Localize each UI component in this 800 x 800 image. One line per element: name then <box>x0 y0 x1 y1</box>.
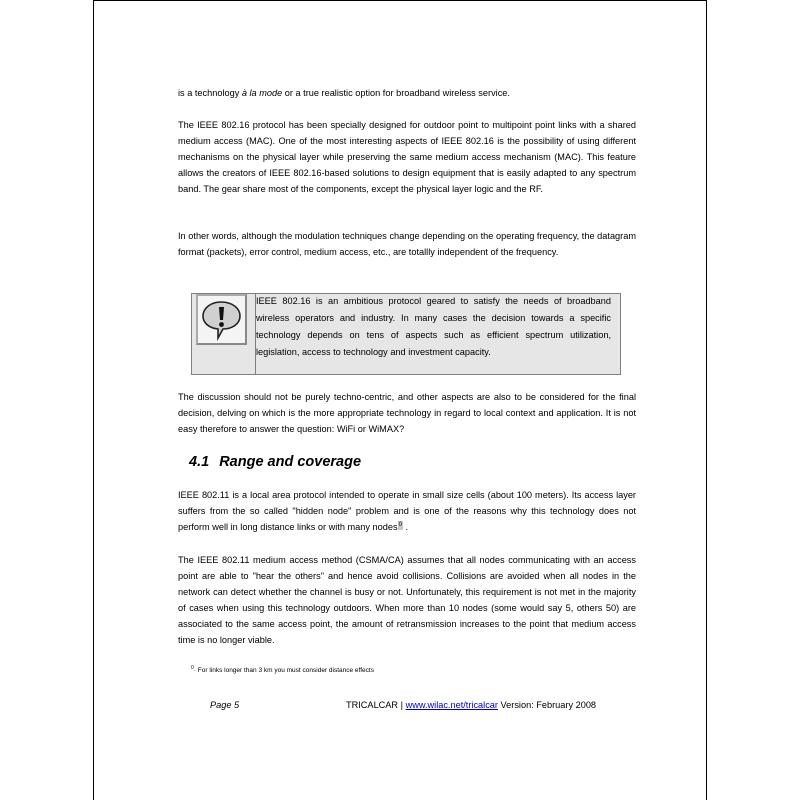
paragraph-802-16-protocol: The IEEE 802.16 protocol has been specially designed for outdoor point to multipoint point links with a shared medium access (MAC). One of the most interesting aspects of IEEE 802.16 is the possibility of using different mechanisms on the physical layer while preserving the same medium access mechanism (MAC). This feature allows the creators of IEEE 802.16-based solutions to design equipment that is easily adapted to any spectrum band. The gear share most of the components, except the physical layer logic and the RF. <box>178 120 636 194</box>
footnote-mark: 0 <box>191 665 194 671</box>
paragraph-discussion: The discussion should not be purely techno-centric, and other aspects are also to be considered for the final decision, delving on which is the more appropriate technology in regard to local context and application. It is not easy therefore to answer the question: WiFi or WiMAX? <box>178 392 636 434</box>
p5-text-end: . <box>402 522 409 532</box>
footer-link[interactable]: www.wilac.net/tricalcar <box>405 700 498 710</box>
paragraph-intro <box>178 85 636 101</box>
footer-info <box>346 700 596 710</box>
note-box <box>191 293 621 375</box>
section-heading <box>189 454 361 470</box>
note-text: IEEE 802.16 is an ambitious protocol geared to satisfy the needs of broadband wireless operators and industry. In many cases the decision towards a specific technology depends on tens of aspects such as efficient spectrum utilization, legislation, access to technology and investment capacity. <box>256 296 611 357</box>
footnote-reference[interactable]: 0 <box>398 521 402 528</box>
paragraph-csma-ca: The IEEE 802.11 medium access method (CSMA/CA) assumes that all nodes communicating with an access point are able to "hear the others" and hence avoid collisions. Collisions are avoided when all nodes in the network can detect whether the channel is busy or not. Unfortunately, this requirement is not met in the majority of cases when using this technology outdoors. When more than 10 nodes (some would say 5, others 50) are associated to the same access point, the amount of retransmission increases to the point that medium access time is no longer viable. <box>178 555 636 645</box>
intro-italic: à la mode <box>241 88 283 98</box>
note-icon-cell <box>192 294 256 374</box>
intro-text: is a technology <box>178 88 242 98</box>
footnote: $^0$· For links longer than 3 km you must consider distance effects <box>191 665 374 675</box>
p5-text: IEEE 802.11 is a local area protocol intended to operate in small size cells (about 100 meters). Its access layer suffers from the so called "hidden node" problem and is one of the reasons why this technology does not perform well in long distance links or with many nodes <box>178 490 636 532</box>
footer-page-number: Page 5 <box>210 700 240 710</box>
intro-text-end: or a true realistic option for broadband wireless service. <box>282 88 510 98</box>
speech-bubble-exclamation-icon <box>196 294 247 345</box>
paragraph-other-words: In other words, although the modulation techniques change depending on the operating frequency, the datagram format (packets), error control, medium access, etc., are totallly independent of the frequency. <box>178 231 636 257</box>
footer-brand: TRICALCAR | <box>346 700 406 710</box>
footer-version: Version: February 2008 <box>497 700 597 710</box>
section-number: 4.1 <box>189 454 210 470</box>
footnote-text: For links longer than 3 km you must consider distance effects <box>197 667 374 675</box>
paragraph-802-11-local <box>178 487 636 535</box>
section-title: Range and coverage <box>219 454 362 470</box>
